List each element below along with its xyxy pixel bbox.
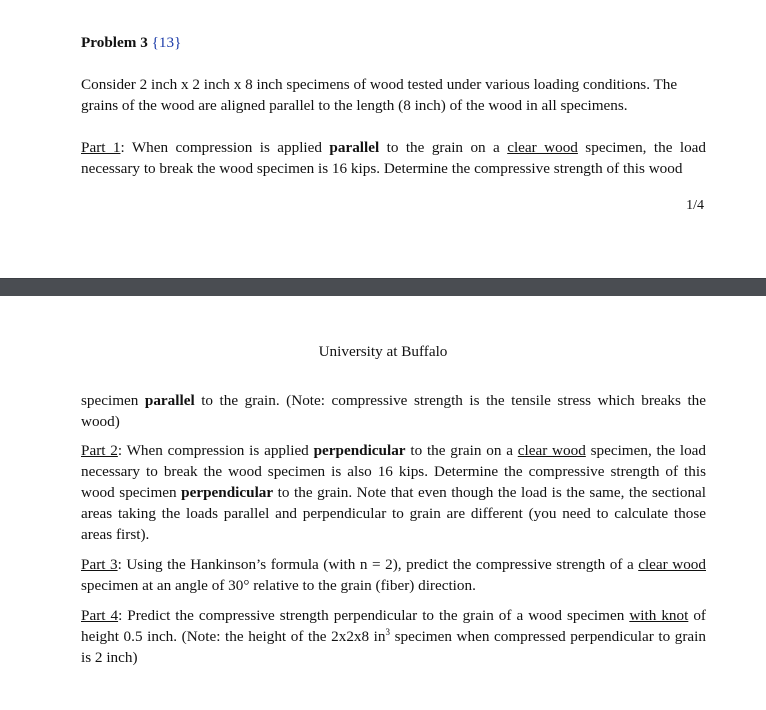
continuation-text-1: specimen <box>81 392 145 409</box>
document-page-1 <box>0 0 766 278</box>
part-1-label: Part 1 <box>81 139 121 156</box>
page-header-university: University at Buffalo <box>318 343 448 360</box>
part-4-underline-with-knot: with knot <box>629 607 689 624</box>
problem-title-text: Problem 3 <box>81 34 148 51</box>
part-2-text-2: to the grain on a <box>405 442 518 459</box>
continuation-bold-parallel: parallel <box>144 392 195 409</box>
part-1-underline-clear-wood: clear wood <box>507 139 578 156</box>
problem-intro: Consider 2 inch x 2 inch x 8 inch specimens of wood tested under various loading conditions. The grains of the wood are aligned parallel to the length (8 inch) of the wood in all specimens. <box>81 76 678 114</box>
part-3-text-1: : Using the Hankinson’s formula (with n = 2), predict the compressive strength of a <box>117 556 639 573</box>
part-3-paragraph <box>81 554 706 596</box>
part-3-text-2: specimen at an angle of 30° relative to the grain (fiber) direction. <box>81 577 476 594</box>
part-3-underline-clear-wood: clear wood <box>638 556 706 573</box>
part-2-label: Part 2 <box>81 442 118 459</box>
part-2-bold-perpendicular-2: perpendicular <box>181 484 274 501</box>
part-2-underline-clear-wood: clear wood <box>517 442 586 459</box>
continuation-text-2: to the grain. (Note: compressive strength is the tensile stress which breaks the wood) <box>81 392 706 430</box>
part-4-label: Part 4 <box>81 607 119 624</box>
part-2-bold-perpendicular: perpendicular <box>313 442 406 459</box>
part-4-text-1: : Predict the compressive strength perpendicular to the grain of a wood specimen <box>118 607 630 624</box>
part-1-paragraph <box>81 137 706 179</box>
part-4-superscript: 3 <box>385 626 390 637</box>
problem-points: {13} <box>151 34 182 51</box>
part-4-text-2: of height 0.5 inch. (Note: the height of the 2x2x8 in <box>81 607 706 645</box>
part-3-label: Part 3 <box>81 556 118 573</box>
part-2-paragraph <box>81 440 706 545</box>
page-number: 1/4 <box>686 198 704 213</box>
part-4-text-3: specimen when compressed perpendicular to grain is 2 inch) <box>81 628 706 666</box>
part-2-text-3: specimen, the load necessary to break the wood specimen is also 16 kips. Determine the compressive strength of this wood specimen <box>81 442 707 501</box>
part-1-text-1: : When compression is applied <box>120 139 330 156</box>
part-2-text-1: : When compression is applied <box>117 442 314 459</box>
part-1-bold-parallel: parallel <box>329 139 380 156</box>
part-2-text-4: to the grain. Note that even though the load is the same, the sectional areas taking the loads parallel and perpendicular to grain are different (you need to calculate those areas first). <box>81 484 706 543</box>
part-1-text-2: to the grain on a <box>379 139 508 156</box>
part-1-continuation <box>81 390 706 432</box>
part-1-text-3: specimen, the load necessary to break the wood specimen is 16 kips. Determine the compressive strength of this wood <box>81 139 707 177</box>
part-4-paragraph <box>81 605 706 668</box>
problem-title <box>81 34 181 52</box>
page-separator <box>0 278 766 296</box>
